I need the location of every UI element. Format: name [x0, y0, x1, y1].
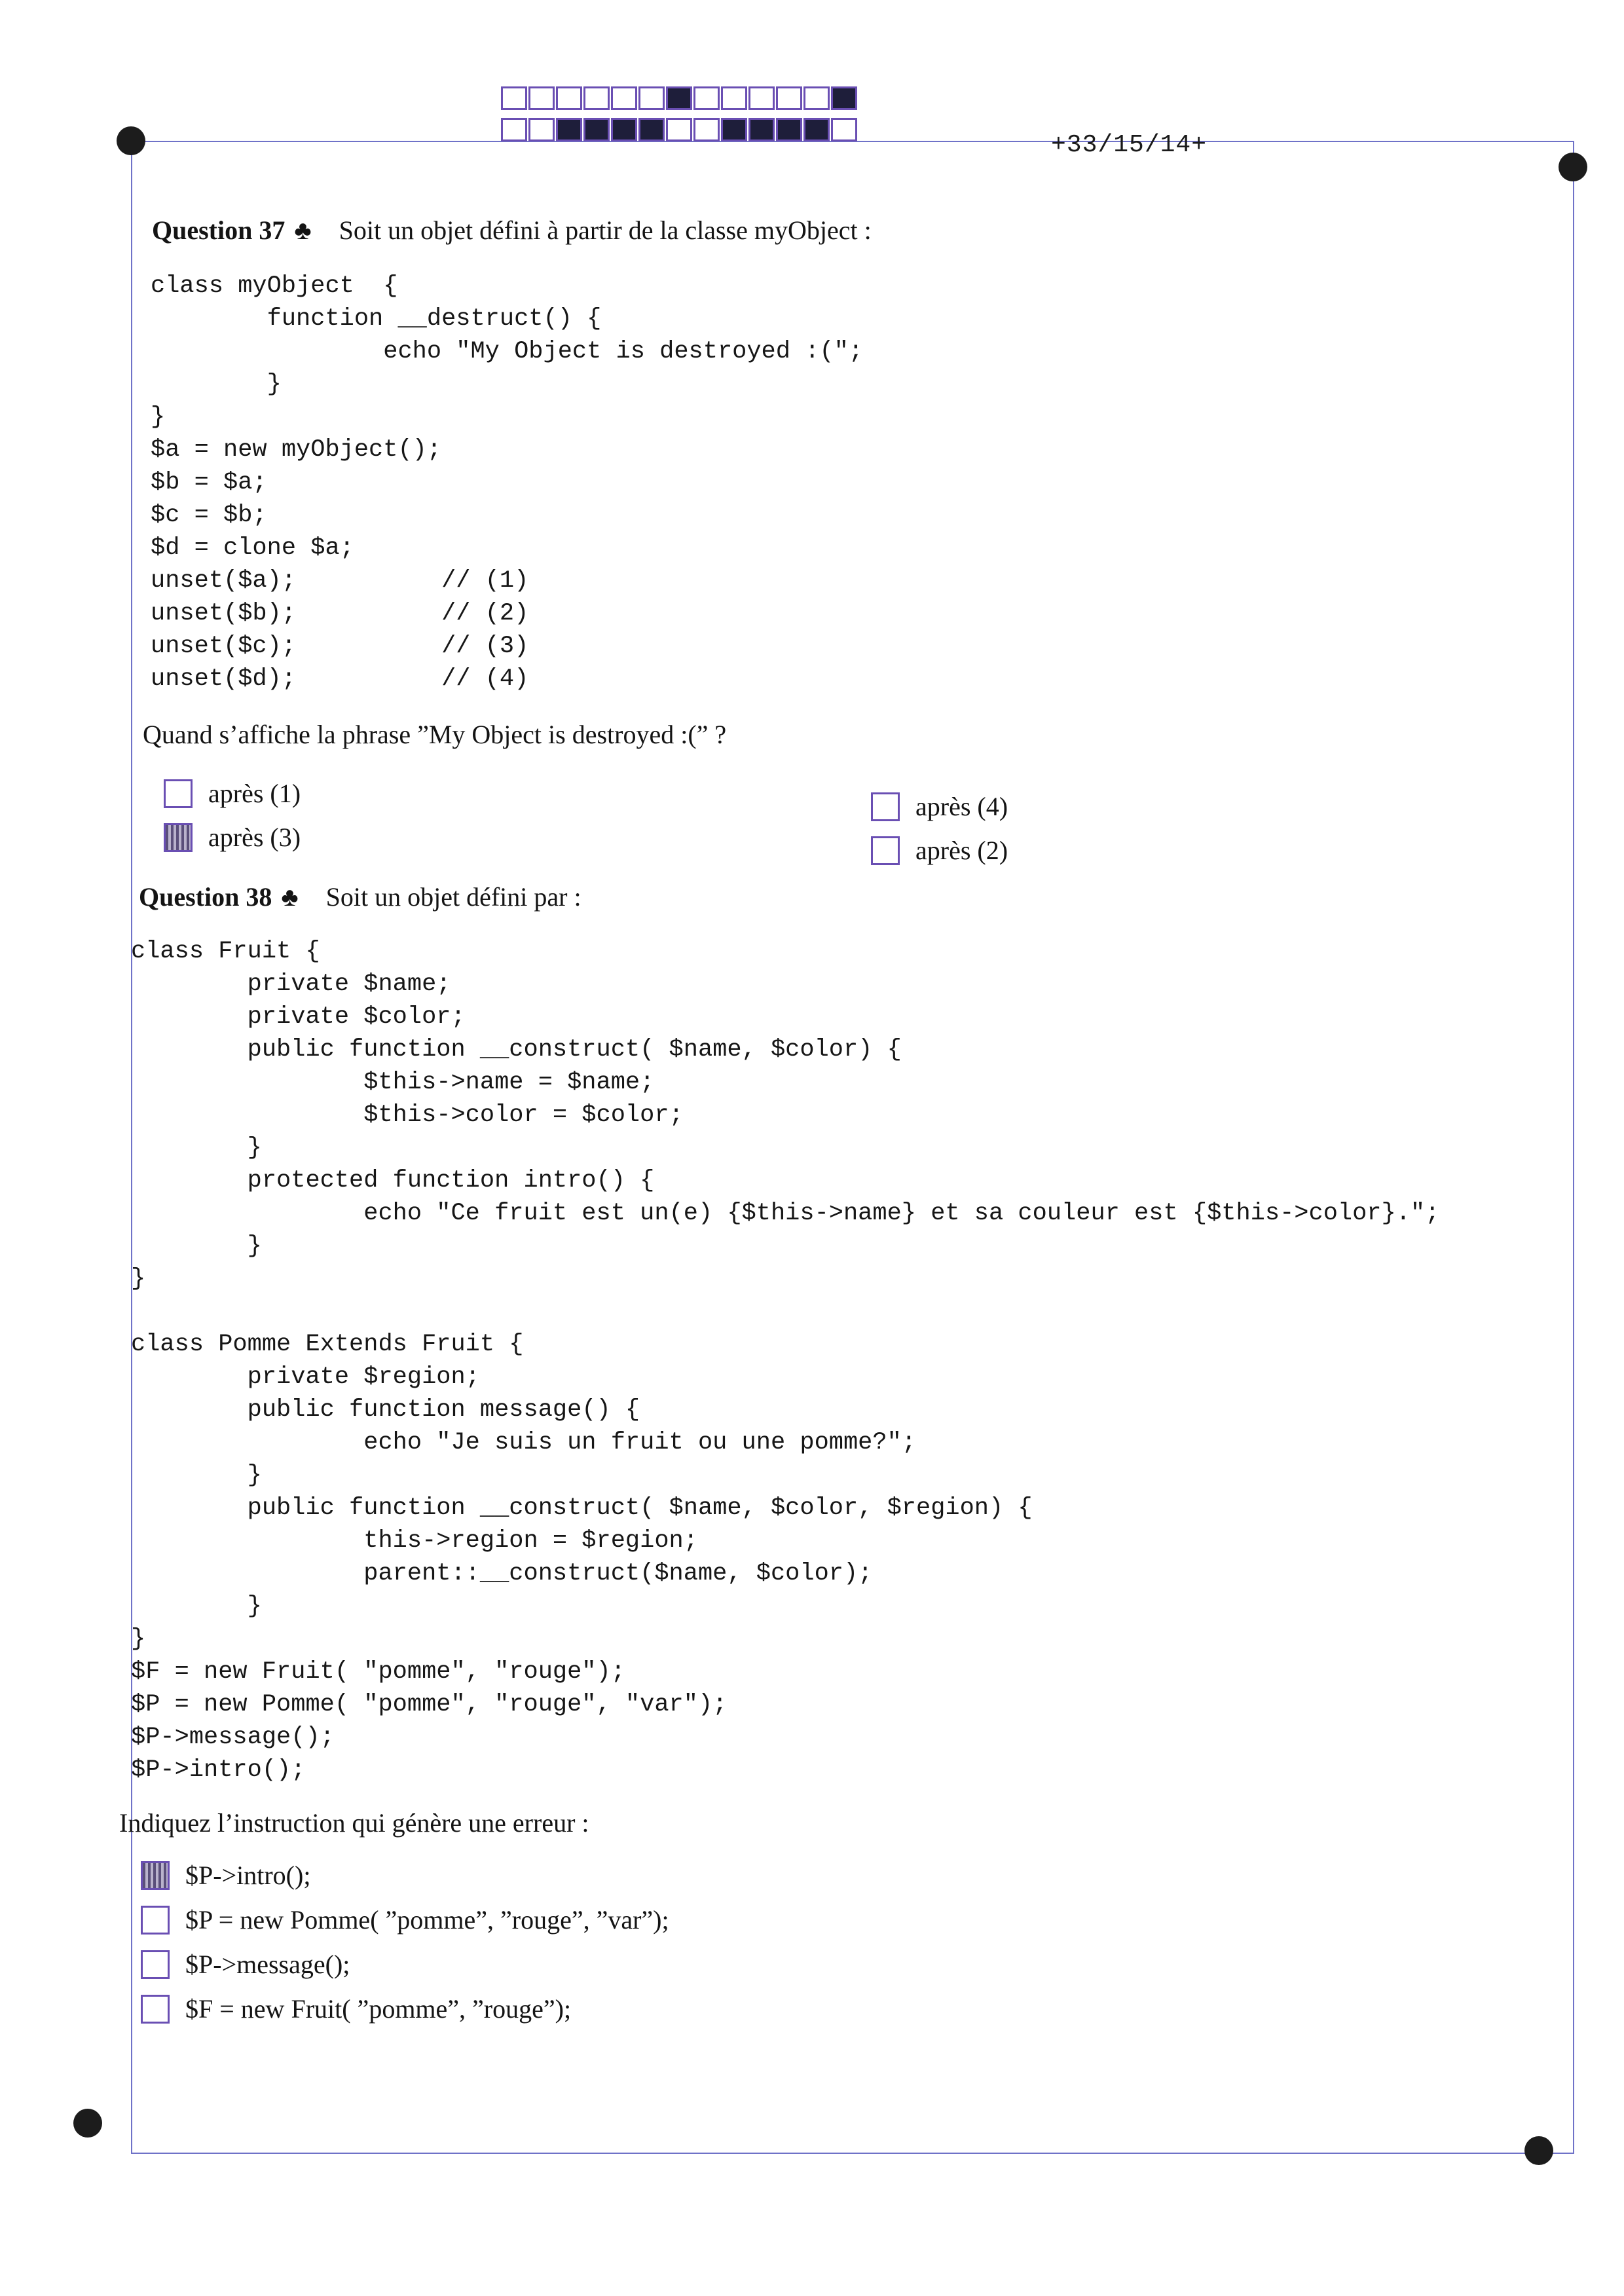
answer-q37-2[interactable] [871, 835, 1008, 866]
answer-q38-4[interactable] [141, 1993, 571, 2024]
question-38-prompt: Indiquez l’instruction qui génère une erreur : [119, 1808, 589, 1838]
answer-checkbox[interactable] [164, 823, 193, 852]
answer-checkbox[interactable] [141, 1950, 170, 1979]
answer-label: $P = new Pomme( ”pomme”, ”rouge”, ”var”); [185, 1905, 669, 1935]
answer-q38-1[interactable] [141, 1860, 310, 1891]
answer-checkbox[interactable] [871, 836, 900, 865]
question-intro: Soit un objet défini à partir de la classe myObject : [339, 215, 872, 245]
question-intro: Soit un objet défini par : [325, 882, 581, 912]
barcode-cell [666, 86, 692, 110]
question-38-code: class Fruit { private $name; private $color; public function __construct( $name, $color) { $this->name = $name; $this->color = $color; } protected function intro() { echo "Ce fruit est un(e) {$this->name} et sa couleur est {$this->color}."; } } class Pomme Extends Fruit { private $region; public function message() { echo "Je suis un fruit ou une pomme?"; } public function __construct( $name, $color, $region) { this->region = $region; parent::__construct($name, $color); } } $F = new Fruit( "pomme", "rouge"); $P = new Pomme( "pomme", "rouge", "var"); $P->message(); $P->intro(); [131, 938, 1440, 1784]
answer-label: après (1) [208, 779, 301, 808]
barcode-cell [721, 86, 747, 110]
answer-label: $P->message(); [185, 1950, 350, 1979]
barcode-cell [803, 86, 830, 110]
barcode-cell [556, 86, 582, 110]
question-38-title [139, 881, 581, 912]
answer-checkbox[interactable] [141, 1906, 170, 1935]
barcode-cell [693, 86, 720, 110]
answer-checkbox[interactable] [164, 779, 193, 808]
barcode-cell [776, 86, 802, 110]
answer-q37-4[interactable] [871, 791, 1008, 822]
answer-q38-3[interactable] [141, 1949, 350, 1980]
corner-marker-top-left [117, 126, 145, 155]
barcode-cell [583, 118, 610, 141]
club-icon: ♣ [281, 882, 299, 912]
barcode-cell [501, 86, 527, 110]
question-37-title [152, 215, 872, 246]
barcode-cell [501, 118, 527, 141]
barcode-cell [528, 118, 555, 141]
answer-checkbox[interactable] [871, 792, 900, 821]
question-37-prompt: Quand s’affiche la phrase ”My Object is destroyed :(” ? [143, 720, 727, 749]
barcode-cell [831, 118, 857, 141]
answer-checkbox[interactable] [141, 1861, 170, 1890]
answer-label: après (2) [915, 836, 1008, 865]
answer-label: $P->intro(); [185, 1861, 311, 1890]
barcode-cell [556, 118, 582, 141]
corner-marker-bottom-right [1524, 2136, 1553, 2165]
barcode-row-2 [501, 118, 858, 141]
answer-label: $F = new Fruit( ”pomme”, ”rouge”); [185, 1994, 572, 2024]
answer-label: après (4) [915, 792, 1008, 821]
club-icon: ♣ [294, 215, 312, 245]
barcode-cell [611, 118, 637, 141]
question-number: Question 37 [152, 215, 286, 245]
barcode-cell [776, 118, 802, 141]
barcode-cell [748, 118, 775, 141]
answer-checkbox[interactable] [141, 1995, 170, 2024]
answer-q37-1[interactable] [164, 778, 301, 809]
barcode-cell [693, 118, 720, 141]
barcode-row-1 [501, 86, 858, 110]
barcode-cell [666, 118, 692, 141]
barcode-cell [638, 118, 665, 141]
answer-label: après (3) [208, 823, 301, 852]
barcode-cell [803, 118, 830, 141]
barcode-cell [528, 86, 555, 110]
barcode-cell [721, 118, 747, 141]
barcode-cell [583, 86, 610, 110]
barcode-cell [638, 86, 665, 110]
question-37-code: class myObject { function __destruct() { echo "My Object is destroyed :("; } } $a = new myObject(); $b = $a; $c = $b; $d = clone $a; unset($a); // (1) unset($b); // (2) unset($c); // (3) unset($d); // (4) [151, 272, 863, 693]
page-code: +33/15/14+ [1051, 131, 1208, 159]
corner-marker-bottom-left [73, 2109, 102, 2138]
barcode-cell [831, 86, 857, 110]
answer-q37-3[interactable] [164, 822, 301, 853]
question-number: Question 38 [139, 882, 272, 912]
barcode-cell [611, 86, 637, 110]
corner-marker-top-right [1559, 153, 1587, 181]
answer-q38-2[interactable] [141, 1904, 669, 1935]
barcode-cell [748, 86, 775, 110]
